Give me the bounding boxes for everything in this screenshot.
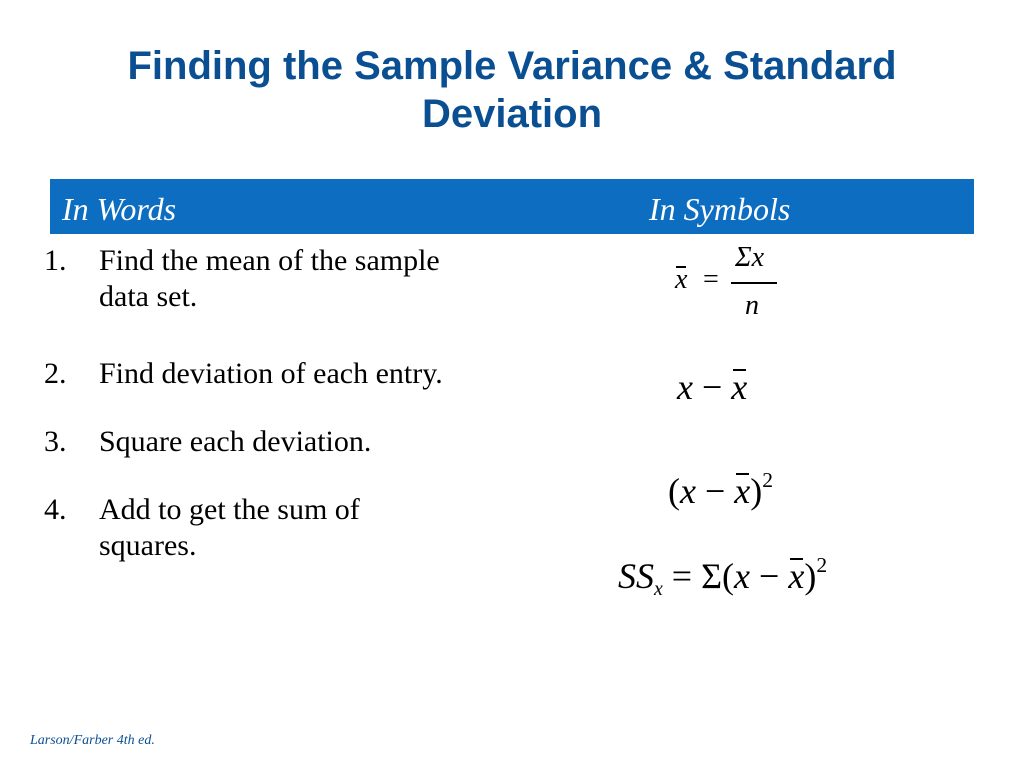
step-number: 3. xyxy=(44,425,67,458)
slide-title xyxy=(0,42,1024,138)
step-text: Find deviation of each entry. xyxy=(99,357,443,390)
step-text: Square each deviation. xyxy=(99,425,372,458)
step-number: 4. xyxy=(44,493,67,526)
header-in-words: In Words xyxy=(62,191,177,227)
formula-mean-numerator: Σx xyxy=(735,242,765,273)
table-header-bar xyxy=(50,179,974,234)
fraction-bar xyxy=(731,282,777,284)
formula-deviation: x − x xyxy=(677,367,748,407)
step-text: Add to get the sum of squares. xyxy=(99,493,360,562)
step-text: Find the mean of the sample data set. xyxy=(99,244,440,313)
slide-title-line-1: Finding the Sample Variance & Standard xyxy=(127,44,897,88)
slide-title-line-2: Deviation xyxy=(421,92,603,136)
step-number: 1. xyxy=(44,244,67,277)
formula-squared-deviation: $(x - x)^2$ xyxy=(668,467,774,511)
step-number: 2. xyxy=(44,357,67,390)
formula-sum-of-squares: SSx = $\Sigma(x - x)^2$ xyxy=(618,552,828,600)
formula-mean-denominator: n xyxy=(745,290,759,321)
header-in-symbols: In Symbols xyxy=(649,191,791,227)
footer-citation: Larson/Farber 4th ed. xyxy=(30,733,155,748)
